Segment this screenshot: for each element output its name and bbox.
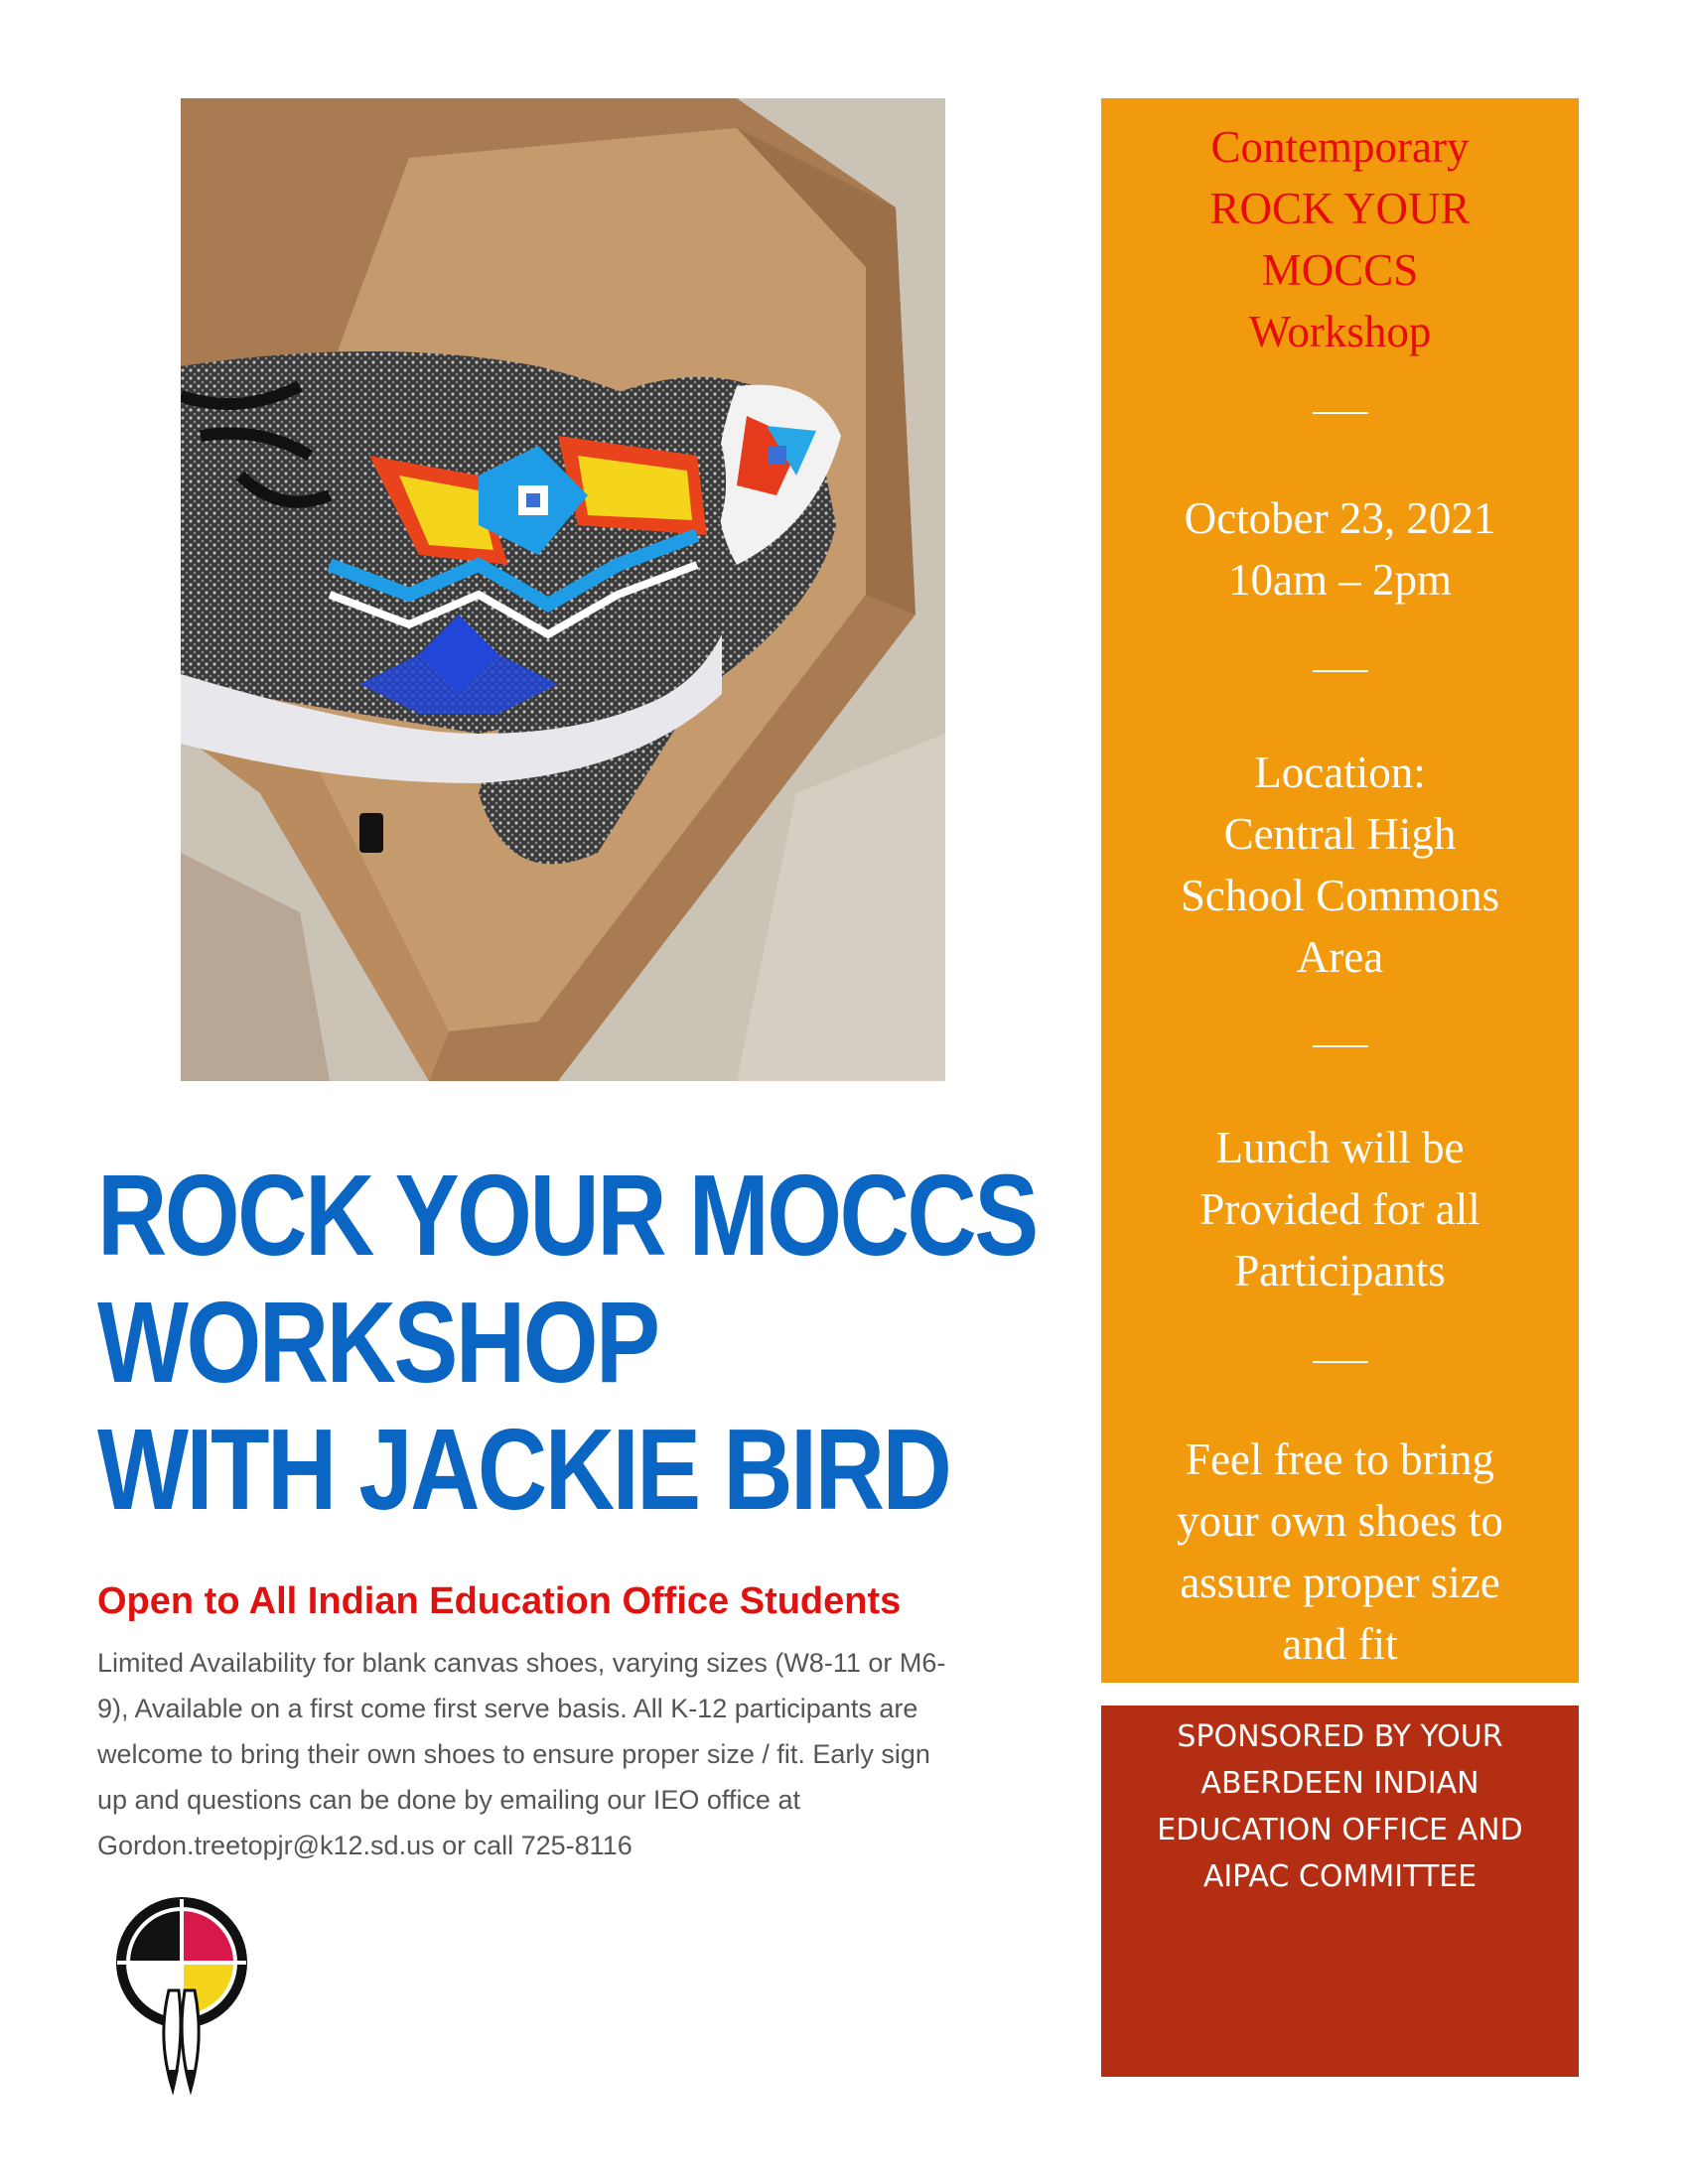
event-date-time: [1101, 487, 1579, 611]
location-line: School Commons: [1180, 871, 1500, 920]
workshop-headline: [97, 1151, 1037, 1534]
divider: [1313, 412, 1368, 414]
sidebar-title-line: Workshop: [1248, 307, 1432, 356]
divider: [1313, 1361, 1368, 1363]
event-time: 10am – 2pm: [1228, 555, 1452, 605]
lunch-line: Provided for all: [1199, 1184, 1480, 1234]
divider: [1313, 1045, 1368, 1047]
headline-line-1: ROCK YOUR MOCCS: [97, 1151, 1037, 1280]
details-line: up and questions can be done by emailing our IEO office at: [97, 1785, 800, 1815]
event-info-sidebar: [1101, 98, 1579, 1683]
location-line: Location:: [1254, 748, 1426, 797]
shoes-line: Feel free to bring: [1185, 1434, 1495, 1484]
shoe-photo: [181, 98, 945, 1081]
shoes-line: and fit: [1282, 1619, 1398, 1669]
divider: [1313, 670, 1368, 672]
details-line: Limited Availability for blank canvas shoes, varying sizes (W8-11 or M6-: [97, 1648, 946, 1678]
details-paragraph: [97, 1640, 1075, 1868]
shoes-line: your own shoes to: [1177, 1496, 1503, 1546]
sidebar-title-line: ROCK YOUR: [1209, 184, 1471, 233]
sponsor-line: SPONSORED BY YOUR: [1177, 1719, 1503, 1754]
lunch-line: Participants: [1234, 1246, 1446, 1296]
lunch-line: Lunch will be: [1215, 1123, 1465, 1172]
open-to-heading: Open to All Indian Education Office Students: [97, 1580, 902, 1622]
details-line: Gordon.treetopjr@k12.sd.us or call 725-8116: [97, 1831, 633, 1860]
shoes-line: assure proper size: [1180, 1558, 1500, 1607]
medicine-wheel-feathers-logo: [107, 1891, 256, 2100]
details-line: 9), Available on a first come first serve basis. All K-12 participants are: [97, 1694, 918, 1723]
sponsor-text: [1101, 1706, 1579, 1900]
sponsor-line: EDUCATION OFFICE AND: [1157, 1813, 1523, 1847]
sidebar-title: [1101, 116, 1579, 362]
shoe-photo-illustration: [181, 98, 945, 1081]
headline-line-3: WITH JACKIE BIRD: [97, 1405, 950, 1534]
location-line: Central High: [1223, 809, 1457, 859]
details-line: welcome to bring their own shoes to ensure proper size / fit. Early sign: [97, 1739, 930, 1769]
sidebar-title-line: Contemporary: [1210, 122, 1470, 172]
sponsor-line: AIPAC COMMITTEE: [1202, 1859, 1477, 1894]
bring-shoes-note: [1101, 1429, 1579, 1675]
sidebar-title-line: MOCCS: [1261, 245, 1419, 295]
event-location: [1101, 742, 1579, 988]
sponsor-line: ABERDEEN INDIAN: [1200, 1766, 1479, 1801]
sponsor-box: [1101, 1706, 1579, 2077]
lunch-note: [1101, 1117, 1579, 1301]
event-date: October 23, 2021: [1184, 493, 1496, 543]
location-line: Area: [1296, 932, 1384, 982]
headline-line-2: WORKSHOP: [97, 1278, 658, 1407]
